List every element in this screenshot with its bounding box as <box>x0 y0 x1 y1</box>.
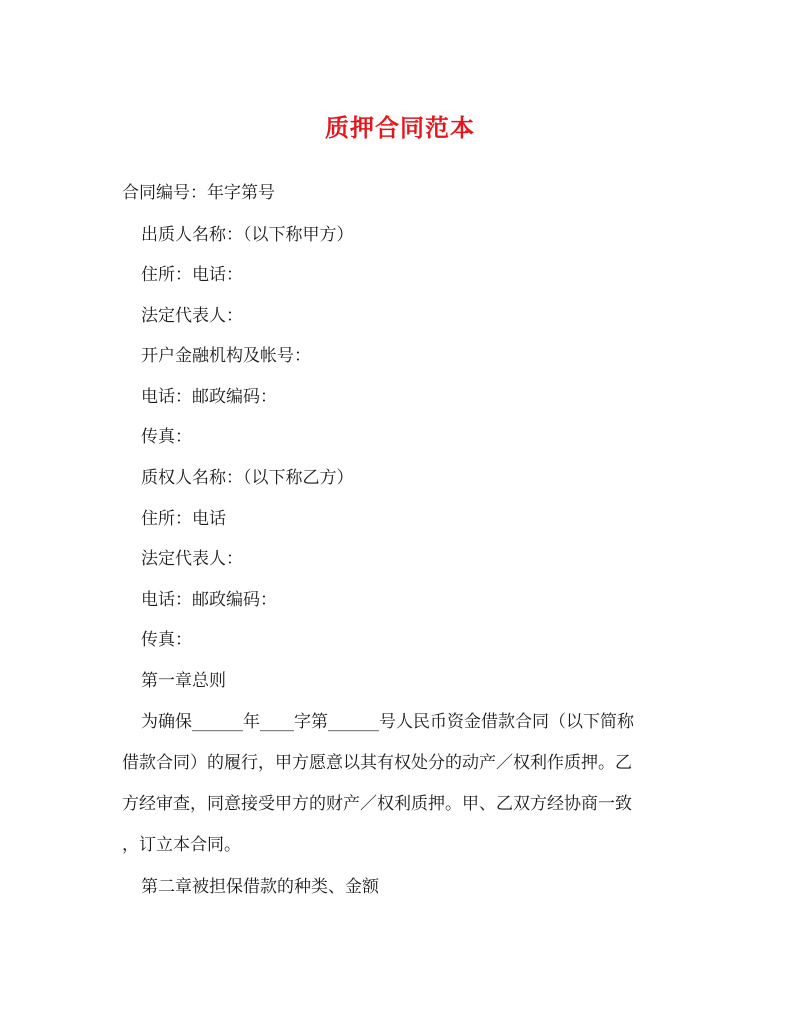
pledgee-fax-line: 传真： <box>141 630 192 650</box>
pledgee-representative-line: 法定代表人： <box>141 549 243 569</box>
pledgee-address-line: 住所：电话 <box>141 509 226 529</box>
chapter-1-heading: 第一章总则 <box>141 671 226 691</box>
pledgor-representative-line: 法定代表人： <box>141 306 243 326</box>
pledgor-address-line: 住所：电话： <box>141 265 243 285</box>
pledgee-phone-line: 电话：邮政编码： <box>141 590 277 610</box>
pledgor-name-line: 出质人名称：（以下称甲方） <box>141 225 354 245</box>
document-title: 质押合同范本 <box>325 113 475 142</box>
pledgee-name-line: 质权人名称：（以下称乙方） <box>141 468 354 488</box>
contract-number-line: 合同编号：年字第号 <box>122 183 275 203</box>
paragraph-line: 方经审查，同意接受甲方的财产／权利质押。甲、乙双方经协商一致 <box>122 794 632 814</box>
paragraph-line: 为确保______年____字第______号人民币资金借款合同（以下简称 <box>141 712 634 732</box>
chapter-2-heading: 第二章被担保借款的种类、金额 <box>141 877 379 897</box>
paragraph-line: 借款合同）的履行，甲方愿意以其有权处分的动产／权利作质押。乙 <box>122 753 632 773</box>
pledgor-fax-line: 传真： <box>141 427 192 447</box>
paragraph-line: ，订立本合同。 <box>122 835 241 855</box>
pledgor-bank-line: 开户金融机构及帐号： <box>141 346 311 366</box>
pledgor-phone-line: 电话：邮政编码： <box>141 387 277 407</box>
